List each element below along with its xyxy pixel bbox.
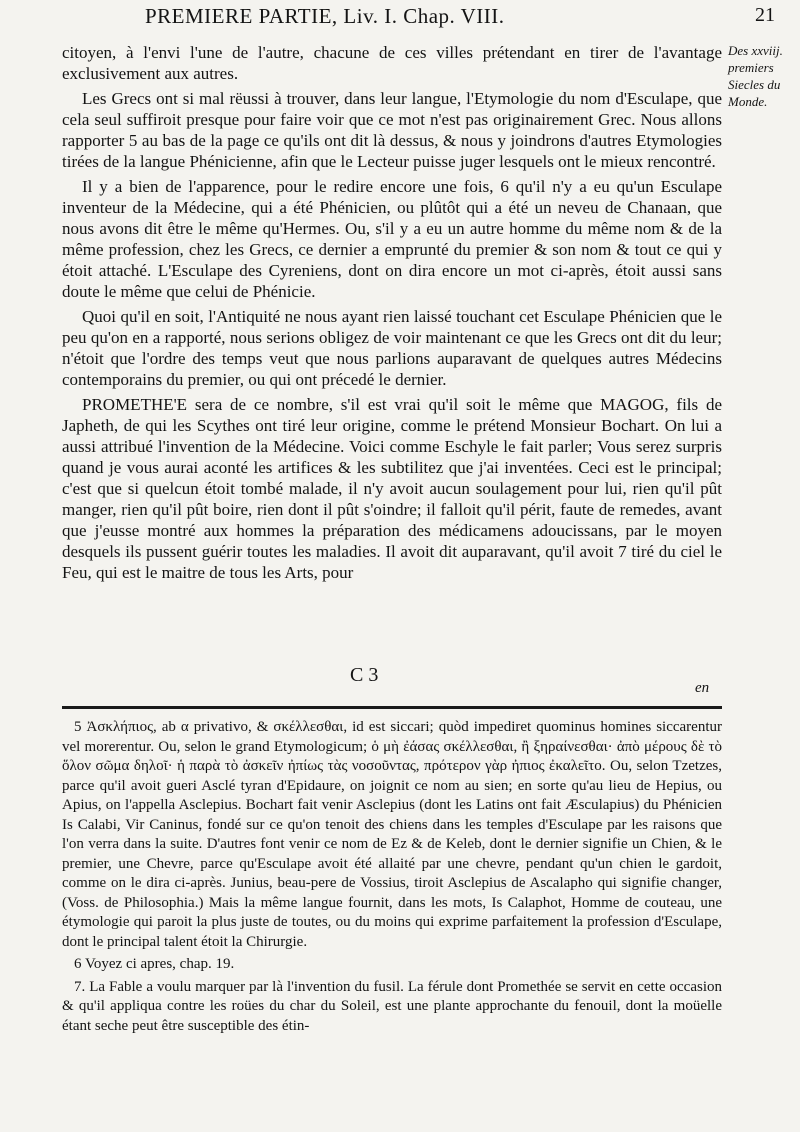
footnote: 6 Voyez ci apres, chap. 19. [74,956,235,972]
margin-note: Des xxviij. premiers Siecles du Monde. [728,43,783,109]
footnote: 5 Ἀσκλήπιος, ab α privativo, & σκέλλεσθαι, id est siccari; quòd impediret quominus homines siccarentur vel morerentur. Ou, selon le grand Etymologicum; ὁ μὴ ἐάσας σκέλλεσθαι, ἢ ξηραίνεσθαι· ἀπὸ μέρους δὲ τὸ ὅλον σῶμα δηλοῖ· ἡ παρὰ τὸ ἀσκεῖν ἠπίως τὰς νοσοῦντας, πρότερον γὰρ ἠπιος ἐκαλεῖτο. Ou, selon Tzetzes, parce qu'il avoit gueri Asclé tyran d'Epidaure, on joignit ce nom au sien; en sorte qu'au lieu de Hepius, ou Apius, on l'appella Asclepius. Bochart fait venir Asclepius (dont les Latins ont fait Æsculapius) du Phénicien Is Calabi, Vir Caninus, fondé sur ce qu'on tenoit des chiens dans les temples d'Esculape par les raisons que l'on verra dans la suite. D'autres font venir ce nom de Ez & de Keleb, dont le dernier signifie un Chien, & le premier, une Chevre, parce qu'Esculape avoit été allaité par une chevre, pendant qu'un chien le gardoit, comme on le dira ci-après. Junius, beau-pere de Vossius, tiroit Asclepius de Ascalapho qui signifie changer, (Voss. de Philosophia.) Mais la même langue fournit, dans les mots, Is Calaphot, Homme de couteau, une étymologie qui paroit la plus juste de toutes, ou du moins qui exprime parfaitement la profession d'Esculape, dont le principal talent étoit la Chirurgie. [62,719,722,950]
main-text [62,42,722,587]
signature-mark: C 3 [350,664,379,686]
footnote: 7. La Fable a voulu marquer par là l'invention du fusil. La férule dont Promethée se servit en cette occasion & qu'il appliqua contre les roües du char du Soleil, est une plante approchante du fenouil, dont la moüelle étant seche peut être susceptible des étin- [62,978,722,1034]
paragraph: citoyen, à l'envi l'une de l'autre, chacune de ces villes prétendant en tirer de l'avantage exclusivement aux autres. [62,43,722,83]
footnote-rule [62,706,722,709]
paragraph: Il y a bien de l'apparence, pour le redire encore une fois, 6 qu'il n'y a eu qu'un Esculape inventeur de la Médecine, qui a été Phénicien, ou plûtôt qui a été un neveu de Chanaan, que nous avons dit être le même qu'Hermes. Ou, s'il y a eu un autre homme du même nom & de la même profession, chez les Grecs, ce dernier a emprunté du premier & son nom & tout ce qui y étoit attaché. L'Esculape des Cyreniens, dont on dira encore un mot ci-après, étoit aussi sans doute le même que celui de Phénicie. [62,177,722,301]
paragraph: Les Grecs ont si mal rëussi à trouver, dans leur langue, l'Etymologie du nom d'Esculape, que cela seul suffiroit presque pour faire voir que ce mot n'est pas originairement Grec. Nous allons rapporter 5 au bas de la page ce qu'ils ont dit là dessus, & nous y joindrons d'autres Etymologies tirées de la langue Phénicienne, afin que le Lecteur puisse juger lesquels ont le mieux rencontré. [62,89,722,171]
page-header [60,4,775,34]
running-head: PREMIERE PARTIE, Liv. I. Chap. VIII. [145,4,505,28]
page-number: 21 [755,4,775,26]
footnotes [62,718,722,1039]
catchword: en [695,680,710,696]
paragraph: Quoi qu'il en soit, l'Antiquité ne nous ayant rien laissé touchant cet Esculape Phénicien que le peu qu'on en a rapporté, nous serions obligez de voir maintenant ce que les Grecs ont dit du leur; n'étoit que l'ordre des temps veut que nous parlions auparavant de quelques autres Médecins contemporains du premier, ou qui ont précedé le dernier. [62,307,722,389]
paragraph: PROMETHE'E sera de ce nombre, s'il est vrai qu'il soit le même que MAGOG, fils de Japheth, de qui les Scythes ont tiré leur origine, comme le prétend Monsieur Bochart. On lui a aussi attribué l'invention de la Médecine. Voici comme Eschyle le fait parler; Vous serez surpris quand je vous aurai aconté les artifices & les subtilitez que j'ai inventées. Ceci est le principal; c'est que si quelcun étoit tombé malade, il n'y avoit aucun soulagement pour lui, rien qu'il pût manger, rien qu'il pût boire, rien dont il pût s'oindre; il falloit qu'il périt, faute de remedes, avant que j'eusse montré aux hommes la préparation des médicamens adoucissans, par le moyen desquels ils pussent guérir toutes les maladies. Il avoit dit auparavant, qu'il avoit 7 tiré du ciel le Feu, qui est le maitre de tous les Arts, pour [62,395,722,582]
